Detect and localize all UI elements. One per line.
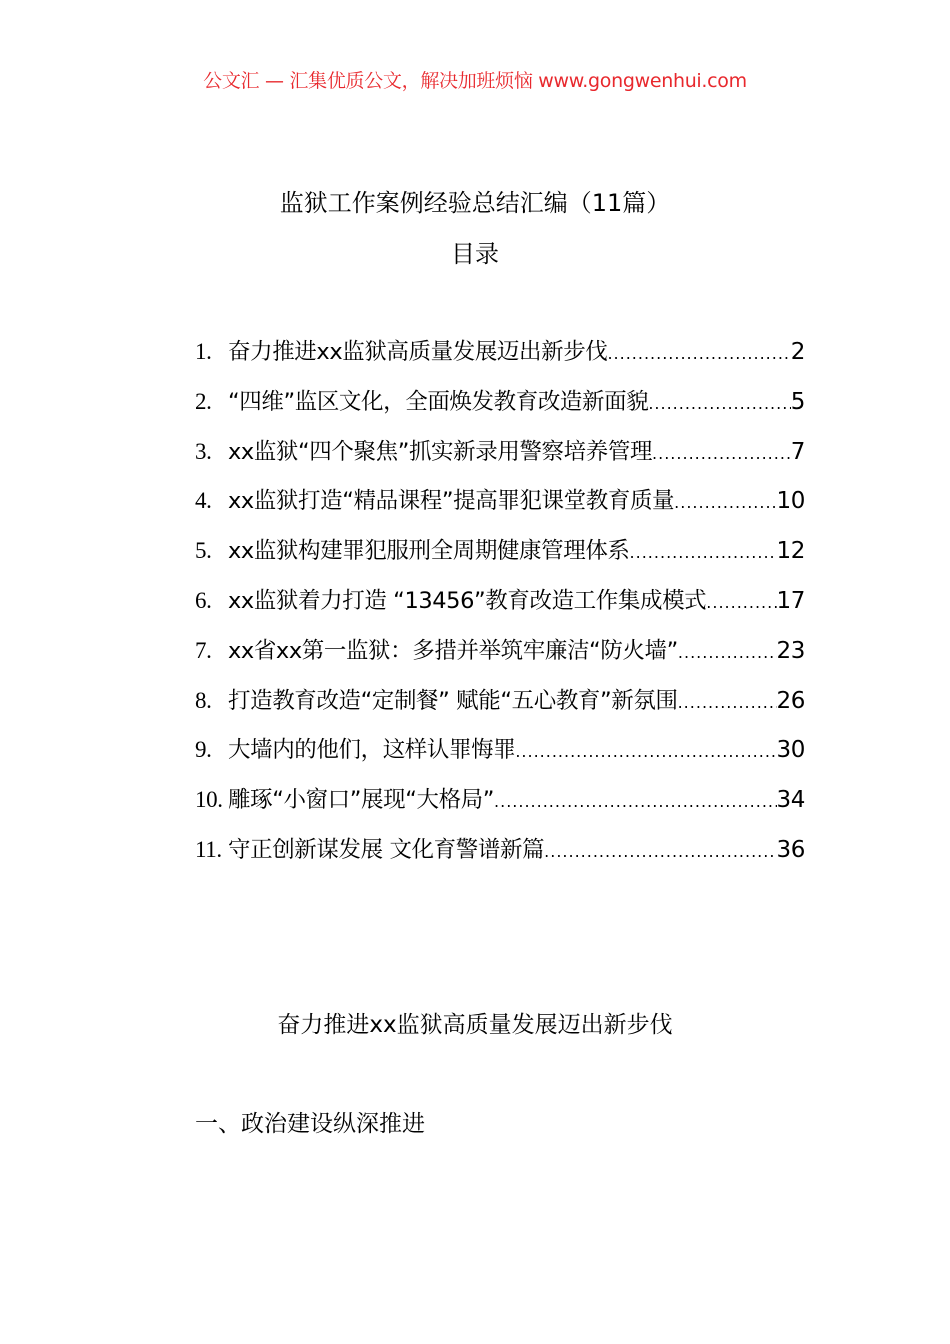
toc-number: 7. xyxy=(195,637,212,663)
toc-number: 4. xyxy=(195,488,212,514)
toc-page-number: 23 xyxy=(776,637,805,664)
toc-number: 5. xyxy=(195,538,212,564)
toc-label: 守正创新谋发展 文化育警谱新篇 xyxy=(228,836,545,863)
toc-label: xx监狱着力打造 “13456”教育改造工作集成模式 xyxy=(228,587,707,614)
toc-entry[interactable] xyxy=(195,633,805,683)
toc-page-number: 5 xyxy=(790,388,805,415)
toc-entry[interactable] xyxy=(195,732,805,782)
toc-number: 9. xyxy=(195,737,212,763)
toc-leader xyxy=(678,643,777,662)
toc-label: xx监狱打造“精品课程”提高罪犯课堂教育质量 xyxy=(228,488,675,515)
toc-entry[interactable] xyxy=(195,683,805,733)
section-heading: 一、政治建设纵深推进 xyxy=(195,1111,425,1137)
toc-label: “四维”监区文化，全面焕发教育改造新面貌 xyxy=(228,388,649,415)
toc-label: 奋力推进xx监狱高质量发展迈出新步伐 xyxy=(228,339,608,365)
toc-number: 1. xyxy=(195,339,212,364)
toc-number: 11. xyxy=(195,836,222,862)
toc-entry[interactable] xyxy=(195,434,805,484)
toc-label: xx监狱构建罪犯服刑全周期健康管理体系 xyxy=(228,538,630,565)
toc-leader xyxy=(544,842,776,861)
toc-page-number: 2 xyxy=(790,339,805,365)
toc-label: 大墙内的他们，这样认罪悔罪 xyxy=(228,737,516,764)
toc-label: 打造教育改造“定制餐” 赋能“五心教育”新氛围 xyxy=(228,687,678,714)
toc-entry[interactable] xyxy=(195,334,805,384)
toc-page-number: 34 xyxy=(776,787,805,814)
toc-entry[interactable] xyxy=(195,533,805,583)
toc-page-number: 26 xyxy=(776,687,805,714)
toc-leader xyxy=(630,543,777,562)
toc-number: 6. xyxy=(195,587,212,613)
toc-entry[interactable] xyxy=(195,782,805,832)
toc-leader xyxy=(648,394,790,413)
toc-leader xyxy=(706,593,776,612)
toc-label: xx监狱“四个聚焦”抓实新录用警察培养管理 xyxy=(228,438,653,465)
toc-page-number: 7 xyxy=(790,438,805,465)
toc-page-number: 30 xyxy=(776,737,805,764)
site-watermark-header: 公文汇 — 汇集优质公文，解决加班烦恼 www.gongwenhui.com xyxy=(203,70,747,92)
toc-entry[interactable] xyxy=(195,483,805,533)
toc-leader xyxy=(515,742,776,761)
toc-page-number: 12 xyxy=(776,538,805,565)
toc-heading: 目录 xyxy=(451,240,499,268)
toc-leader xyxy=(674,493,776,512)
toc-label: xx省xx第一监狱：多措并举筑牢廉洁“防火墙” xyxy=(228,637,678,664)
toc-leader xyxy=(678,693,777,712)
toc-leader xyxy=(652,444,791,463)
toc-number: 3. xyxy=(195,438,212,464)
toc-label: 雕琢“小窗口”展现“大格局” xyxy=(228,787,495,814)
toc-entry[interactable] xyxy=(195,583,805,633)
toc-leader xyxy=(607,344,790,363)
toc-entry[interactable] xyxy=(195,832,805,882)
toc-number: 2. xyxy=(195,388,212,414)
table-of-contents xyxy=(195,334,805,882)
toc-page-number: 10 xyxy=(776,488,805,515)
toc-page-number: 36 xyxy=(776,836,805,863)
document-title: 监狱工作案例经验总结汇编（11篇） xyxy=(279,189,671,217)
section-title: 奋力推进xx监狱高质量发展迈出新步伐 xyxy=(277,1012,673,1038)
toc-leader xyxy=(494,792,777,811)
toc-entry[interactable] xyxy=(195,384,805,434)
toc-number: 10. xyxy=(195,787,223,813)
toc-page-number: 17 xyxy=(776,587,805,614)
toc-number: 8. xyxy=(195,687,212,713)
